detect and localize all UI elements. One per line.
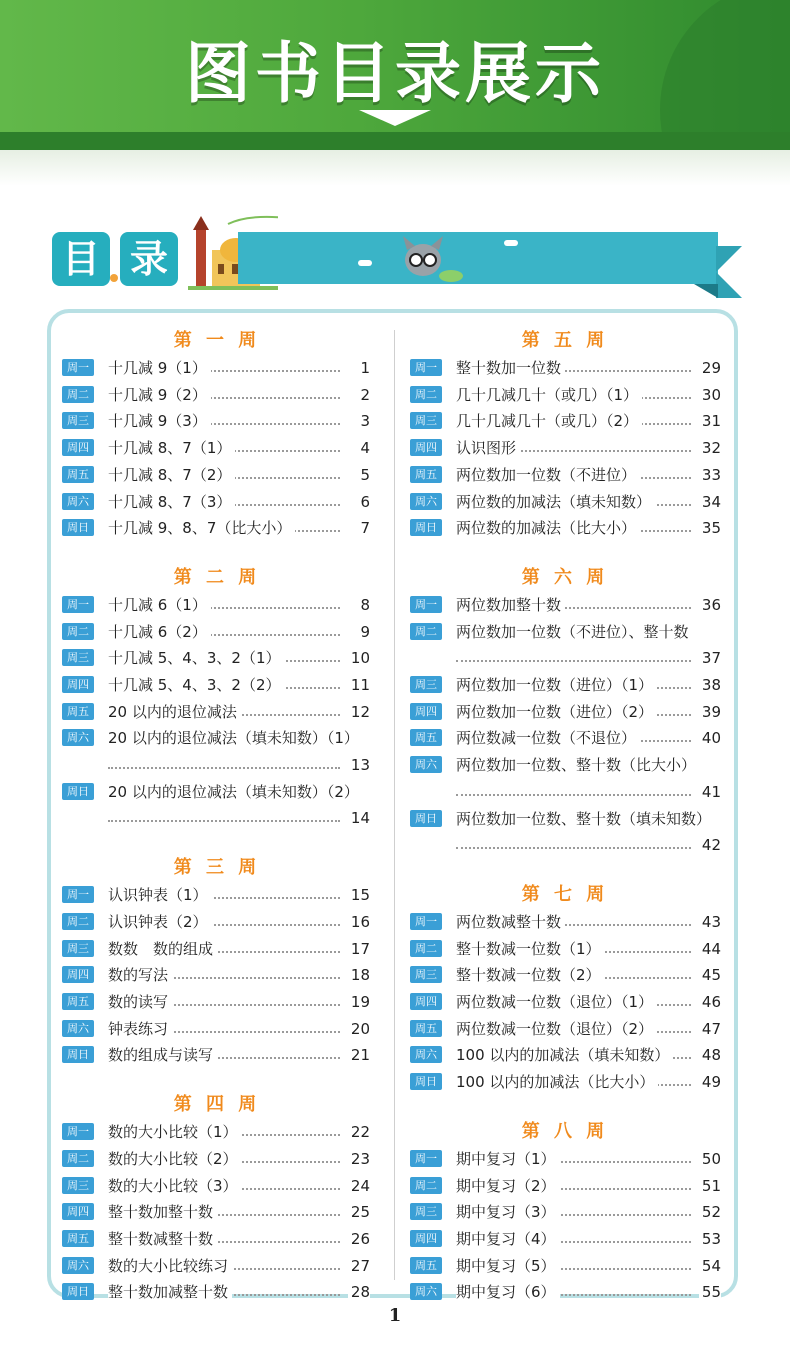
toc-entry: [410, 437, 721, 459]
toc-entry: [410, 1201, 721, 1223]
day-badge: 周二: [410, 1177, 442, 1194]
entry-title: 两位数加一位数（进位）（1）: [456, 674, 657, 696]
toc-entry: [410, 1175, 721, 1197]
toc-entry: [410, 911, 721, 933]
toc-entry: [62, 410, 370, 432]
week-title: 第 二 周: [173, 566, 261, 588]
entry-title: 十几减 8、7（2）: [108, 464, 235, 486]
banner-title: 图书目录展示: [185, 35, 605, 112]
page-ref: 13: [348, 754, 370, 776]
page-ref: 23: [348, 1148, 370, 1170]
page-ref: 55: [699, 1281, 721, 1303]
day-badge: 周日: [62, 783, 94, 800]
day-badge: 周日: [410, 519, 442, 536]
week-title: 第 一 周: [173, 330, 261, 351]
page-ref: 7: [357, 517, 370, 539]
page-ref: 30: [699, 384, 721, 406]
day-badge: 周五: [62, 1230, 94, 1247]
day-badge: 周六: [62, 493, 94, 510]
toc-entry: [62, 964, 370, 986]
day-badge: 周四: [62, 966, 94, 983]
entry-title: 20 以内的退位减法: [108, 701, 241, 723]
toc-entry: [410, 1148, 721, 1170]
day-badge: 周四: [62, 439, 94, 456]
page-ref: 16: [348, 911, 370, 933]
entry-title: 两位数的加减法（填未知数）: [456, 491, 655, 513]
toc-entry: [62, 991, 370, 1013]
page-ref: 47: [699, 1018, 721, 1040]
page-ref: 40: [699, 727, 721, 749]
toc-entry: [62, 1018, 370, 1040]
toc-entry: [62, 1228, 370, 1250]
page-ref: 48: [699, 1044, 721, 1066]
page-ref: 9: [357, 621, 370, 643]
page-ref: 50: [699, 1148, 721, 1170]
page-ref: 5: [357, 464, 370, 486]
toc-entry: [62, 938, 370, 960]
toc-entry: [410, 491, 721, 513]
toc-entry: [62, 517, 370, 539]
chevron-down-icon: [359, 110, 431, 126]
entry-title: 期中复习（5）: [456, 1255, 560, 1277]
page-ref: 49: [699, 1071, 721, 1093]
toc-entry: [62, 911, 370, 933]
page-ref: 45: [699, 964, 721, 986]
page-ref: 26: [348, 1228, 370, 1250]
toc-entry: [410, 808, 721, 855]
cloud-icon: [358, 260, 372, 266]
day-badge: 周四: [410, 703, 442, 720]
entry-title: 期中复习（2）: [456, 1175, 560, 1197]
toc-entry: [62, 647, 370, 669]
entry-title: 整十数加整十数: [108, 1201, 217, 1223]
toc-entry: [62, 621, 370, 643]
page-ref: 43: [699, 911, 721, 933]
toc-entry: [62, 781, 370, 828]
day-badge: 周六: [410, 493, 442, 510]
day-badge: 周五: [410, 1020, 442, 1037]
day-badge: 周二: [62, 913, 94, 930]
banner-stripe: [0, 132, 790, 150]
page-number: 1: [388, 1305, 402, 1326]
day-badge: 周日: [62, 1046, 94, 1063]
toc-entry: [62, 594, 370, 616]
day-badge: 周六: [62, 1020, 94, 1037]
page-ref: 52: [699, 1201, 721, 1223]
toc-entry: [62, 1044, 370, 1066]
entry-title: 数的大小比较（2）: [108, 1148, 242, 1170]
day-badge: 周三: [62, 412, 94, 429]
day-badge: 周四: [410, 1230, 442, 1247]
day-badge: 周三: [410, 966, 442, 983]
day-badge: 周三: [410, 1203, 442, 1220]
cloud-icon: [504, 240, 518, 246]
page-ref: 32: [699, 437, 721, 459]
column-divider: [394, 330, 395, 1280]
entry-title: 两位数加整十数: [456, 594, 565, 616]
page-ref: 14: [348, 807, 370, 829]
page-ref: 10: [348, 647, 370, 669]
toc-entry: [62, 1255, 370, 1277]
toc-entry: [410, 464, 721, 486]
day-badge: 周五: [62, 993, 94, 1010]
page-ref: 53: [699, 1228, 721, 1250]
day-badge: 周三: [62, 649, 94, 666]
entry-title: 两位数的加减法（比大小）: [456, 517, 640, 539]
toc-entry: [410, 357, 721, 379]
dot-leader: [456, 660, 691, 662]
raccoon-mascot-illustration: [393, 236, 463, 284]
page-ref: 11: [348, 674, 370, 696]
entry-title: 十几减 9（1）: [108, 357, 211, 379]
day-badge: 周日: [62, 519, 94, 536]
entry-title: 两位数加一位数、整十数（比大小）: [456, 754, 700, 776]
day-badge: 周四: [62, 1203, 94, 1220]
week-title: 第 六 周: [521, 566, 609, 588]
entry-title: 两位数减一位数（退位）（1）: [456, 991, 657, 1013]
page-ref: 24: [348, 1175, 370, 1197]
toc-entry: [410, 938, 721, 960]
toc-entry: [62, 727, 370, 775]
entry-title: 十几减 9（3）: [108, 410, 211, 432]
week-title: 第 三 周: [173, 857, 261, 879]
entry-title: 十几减 5、4、3、2（1）: [108, 647, 285, 669]
toc-entry: [410, 701, 721, 723]
entry-title: 十几减 8、7（3）: [108, 491, 235, 513]
page-ref: 41: [699, 781, 721, 803]
dot-leader: [108, 820, 340, 822]
day-badge: 周五: [62, 703, 94, 720]
page-ref: 21: [348, 1044, 370, 1066]
page-ref: 29: [699, 357, 721, 379]
entry-title: 两位数加一位数、整十数（填未知数）: [456, 808, 715, 830]
page-ref: 44: [699, 938, 721, 960]
toc-entry: [410, 727, 721, 749]
page-ref: 15: [348, 884, 370, 906]
toc-entry: [410, 991, 721, 1013]
page-ref: 6: [357, 491, 370, 513]
entry-title: 两位数加一位数（不进位）: [456, 464, 640, 486]
day-badge: 周六: [62, 729, 94, 746]
day-badge: 周日: [410, 810, 442, 827]
toc-entry: [62, 491, 370, 513]
entry-title: 期中复习（6）: [456, 1281, 560, 1303]
entry-title: 整十数加一位数: [456, 357, 565, 379]
entry-title: 几十几减几十（或几）（2）: [456, 410, 642, 432]
day-badge: 周三: [62, 1177, 94, 1194]
toc-entry: [410, 1255, 721, 1277]
toc-entry: [410, 1228, 721, 1250]
entry-title: 期中复习（1）: [456, 1148, 560, 1170]
page-ref: 31: [699, 410, 721, 432]
entry-title: 整十数减一位数（1）: [456, 938, 605, 960]
entry-title: 20 以内的退位减法（填未知数）（2）: [108, 781, 363, 803]
toc-entry: [410, 964, 721, 986]
entry-title: 数的大小比较练习: [108, 1255, 232, 1277]
page-ref: 4: [357, 437, 370, 459]
toc-entry: [62, 674, 370, 696]
day-badge: 周五: [410, 729, 442, 746]
week-title: 第 四 周: [173, 1094, 261, 1116]
day-badge: 周二: [410, 386, 442, 403]
day-badge: 周三: [410, 676, 442, 693]
toc-heading: [48, 214, 748, 304]
dot-leader: [456, 794, 691, 796]
day-badge: 周四: [410, 439, 442, 456]
day-badge: 周日: [410, 1073, 442, 1090]
toc-entry: [62, 701, 370, 723]
day-badge: 周五: [62, 466, 94, 483]
page-ref: 12: [348, 701, 370, 723]
day-badge: 周六: [410, 1046, 442, 1063]
entry-title: 数数 数的组成: [108, 938, 217, 960]
entry-title: 两位数减一位数（不退位）: [456, 727, 640, 749]
page-ref: 25: [348, 1201, 370, 1223]
day-badge: 周一: [62, 886, 94, 903]
page-ref: 39: [699, 701, 721, 723]
page-ref: 20: [348, 1018, 370, 1040]
header-ribbon: [238, 232, 718, 284]
entry-title: 数的读写: [108, 991, 172, 1013]
toc-entry: [62, 437, 370, 459]
entry-title: 两位数减整十数: [456, 911, 565, 933]
day-badge: 周一: [62, 1123, 94, 1140]
week-title: 第 五 周: [521, 330, 609, 351]
toc-entry: [62, 464, 370, 486]
entry-title: 两位数加一位数（进位）（2）: [456, 701, 657, 723]
entry-title: 几十几减几十（或几）（1）: [456, 384, 642, 406]
banner-shadow: [0, 150, 790, 186]
entry-title: 十几减 5、4、3、2（2）: [108, 674, 285, 696]
page-ref: 8: [357, 594, 370, 616]
entry-title: 期中复习（3）: [456, 1201, 560, 1223]
day-badge: 周一: [410, 1150, 442, 1167]
toc-entry: [62, 1148, 370, 1170]
ribbon-fold: [694, 284, 718, 298]
entry-title: 数的组成与读写: [108, 1044, 217, 1066]
toc-entry: [410, 410, 721, 432]
day-badge: 周一: [410, 596, 442, 613]
entry-title: 十几减 6（1）: [108, 594, 211, 616]
entry-title: 数的大小比较（3）: [108, 1175, 242, 1197]
dot-leader: [456, 847, 691, 849]
day-badge: 周四: [410, 993, 442, 1010]
entry-title: 两位数减一位数（退位）（2）: [456, 1018, 657, 1040]
entry-title: 认识图形: [456, 437, 520, 459]
page-ref: 42: [699, 834, 721, 856]
page-ref: 51: [699, 1175, 721, 1197]
page-ref: 54: [699, 1255, 721, 1277]
entry-title: 十几减 9（2）: [108, 384, 211, 406]
day-badge: 周一: [410, 913, 442, 930]
entry-title: 认识钟表（2）: [108, 911, 212, 933]
toc-heading-char-2: 录: [120, 232, 178, 286]
day-badge: 周二: [62, 623, 94, 640]
day-badge: 周二: [62, 1150, 94, 1167]
page-ref: 2: [357, 384, 370, 406]
day-badge: 周五: [410, 1257, 442, 1274]
day-badge: 周四: [62, 676, 94, 693]
entry-title: 认识钟表（1）: [108, 884, 212, 906]
day-badge: 周二: [410, 940, 442, 957]
day-badge: 周六: [410, 756, 442, 773]
ribbon-tail: [716, 246, 742, 298]
entry-title: 数的写法: [108, 964, 172, 986]
dot-icon: [110, 274, 118, 282]
toc-entry: [62, 1121, 370, 1143]
toc-entry: [62, 1281, 370, 1303]
entry-title: 两位数加一位数（不进位）、整十数: [456, 621, 693, 643]
page-ref: 28: [348, 1281, 370, 1303]
page-ref: 27: [348, 1255, 370, 1277]
page-ref: 17: [348, 938, 370, 960]
day-badge: 周一: [410, 359, 442, 376]
page-ref: 46: [699, 991, 721, 1013]
toc-entry: [410, 754, 721, 801]
toc-entry: [410, 1071, 721, 1093]
page-ref: 37: [699, 647, 721, 669]
day-badge: 周二: [410, 623, 442, 640]
toc-entry: [410, 517, 721, 539]
toc-entry: [410, 1018, 721, 1040]
week-title: 第 八 周: [521, 1120, 609, 1142]
entry-title: 20 以内的退位减法（填未知数）（1）: [108, 727, 363, 749]
entry-title: 十几减 6（2）: [108, 621, 211, 643]
page-ref: 19: [348, 991, 370, 1013]
toc-heading-char-1: 目: [52, 232, 110, 286]
entry-title: 整十数减一位数（2）: [456, 964, 605, 986]
dot-leader: [108, 767, 340, 769]
day-badge: 周日: [62, 1283, 94, 1300]
page-ref: 18: [348, 964, 370, 986]
day-badge: 周五: [410, 466, 442, 483]
toc-entry: [62, 357, 370, 379]
day-badge: 周六: [62, 1257, 94, 1274]
entry-title: 钟表练习: [108, 1018, 172, 1040]
toc-entry: [410, 621, 721, 668]
page-ref: 33: [699, 464, 721, 486]
toc-entry: [62, 1175, 370, 1197]
day-badge: 周三: [62, 940, 94, 957]
day-badge: 周三: [410, 412, 442, 429]
toc-entry: [62, 384, 370, 406]
entry-title: 整十数减整十数: [108, 1228, 217, 1250]
toc-entry: [62, 1201, 370, 1223]
toc-entry: [410, 1281, 721, 1303]
header-banner: [0, 0, 790, 150]
day-badge: 周一: [62, 596, 94, 613]
entry-title: 数的大小比较（1）: [108, 1121, 242, 1143]
toc-entry: [62, 884, 370, 906]
toc-entry: [410, 594, 721, 616]
page-ref: 22: [348, 1121, 370, 1143]
week-title: 第 七 周: [521, 883, 609, 905]
day-badge: 周一: [62, 359, 94, 376]
entry-title: 期中复习（4）: [456, 1228, 560, 1250]
entry-title: 100 以内的加减法（填未知数）: [456, 1044, 673, 1066]
page-ref: 1: [357, 357, 370, 379]
entry-title: 十几减 9、8、7（比大小）: [108, 517, 295, 539]
page-ref: 36: [699, 594, 721, 616]
toc-entry: [410, 384, 721, 406]
day-badge: 周二: [62, 386, 94, 403]
entry-title: 十几减 8、7（1）: [108, 437, 235, 459]
page-ref: 38: [699, 674, 721, 696]
page-ref: 34: [699, 491, 721, 513]
page-ref: 3: [357, 410, 370, 432]
entry-title: 整十数加减整十数: [108, 1281, 232, 1303]
entry-title: 100 以内的加减法（比大小）: [456, 1071, 658, 1093]
page-ref: 35: [699, 517, 721, 539]
toc-entry: [410, 674, 721, 696]
day-badge: 周六: [410, 1283, 442, 1300]
toc-entry: [410, 1044, 721, 1066]
